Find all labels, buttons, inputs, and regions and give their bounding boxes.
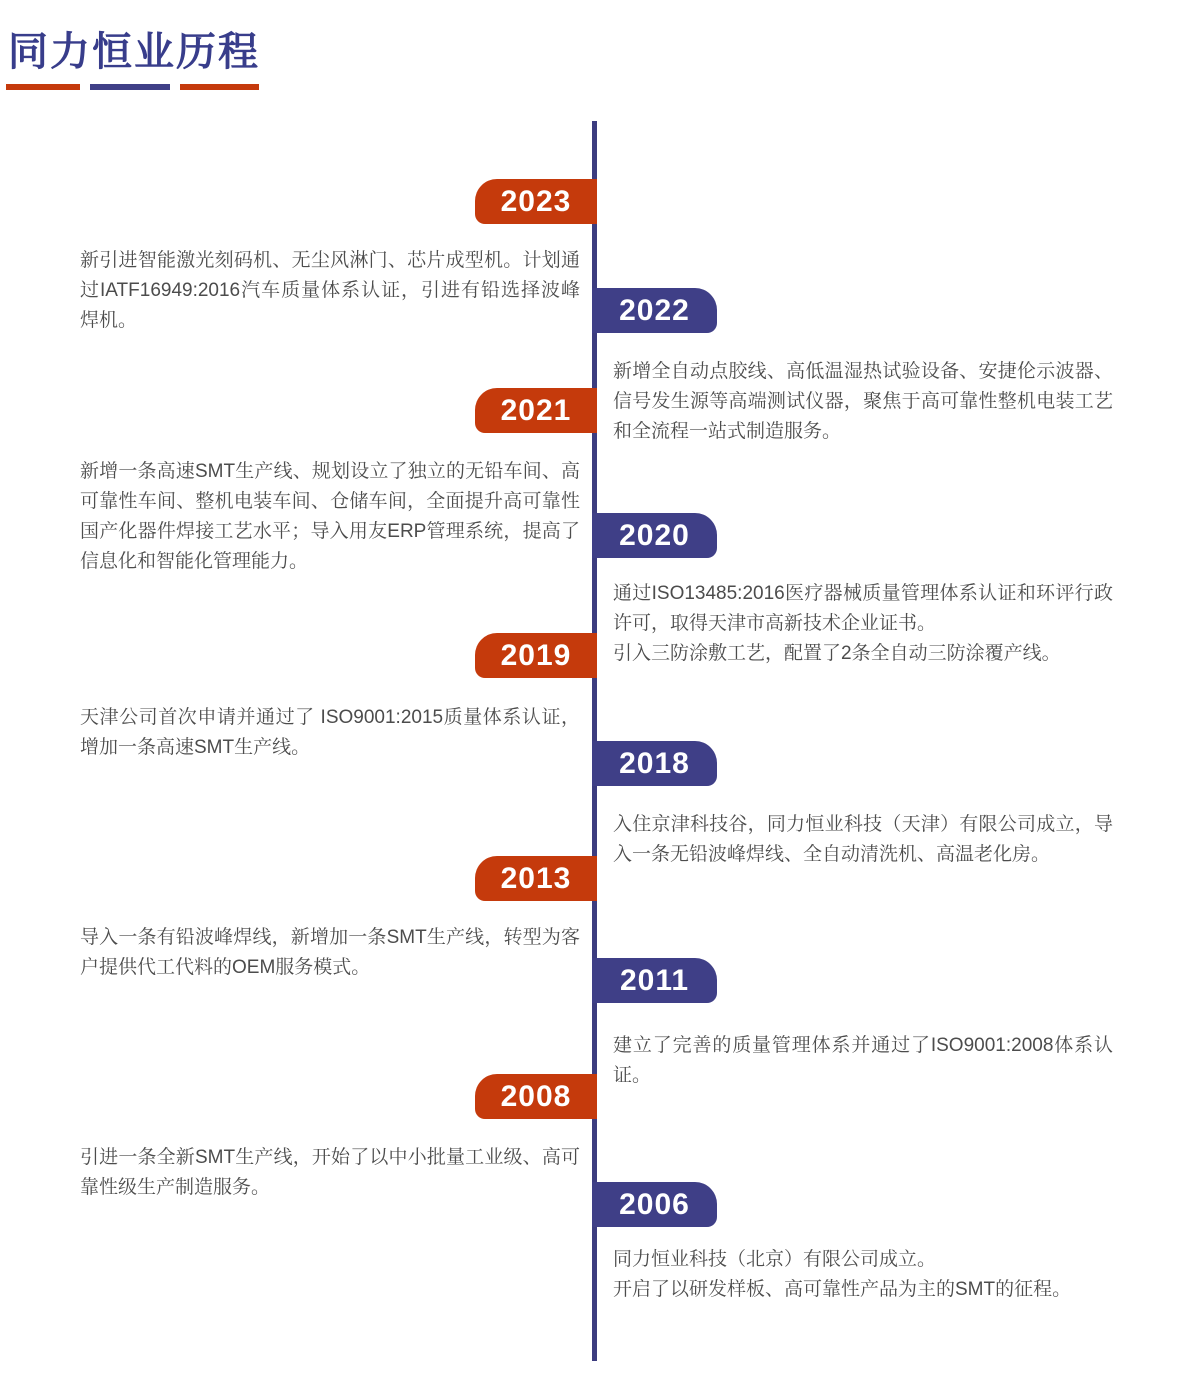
year-badge-2018: 2018 (592, 741, 717, 786)
timeline-entry-2006 (613, 1245, 1113, 1305)
entry-paragraph: 新增全自动点胶线、高低温湿热试验设备、安捷伦示波器、信号发生源等高端测试仪器，聚焦于高可靠性整机电装工艺和全流程一站式制造服务。 (613, 361, 1113, 442)
timeline-entry-2018 (613, 810, 1113, 870)
timeline-entry-2020 (613, 579, 1113, 669)
year-badge-2019: 2019 (475, 633, 597, 678)
timeline-entry-2021 (80, 457, 580, 577)
entry-paragraph: 引入三防涂敷工艺，配置了2条全自动三防涂覆产线。 (613, 643, 1061, 664)
title-underline-purple (90, 84, 170, 90)
year-badge-2023: 2023 (475, 179, 597, 224)
year-badge-2006: 2006 (592, 1182, 717, 1227)
year-badge-2020: 2020 (592, 513, 717, 558)
timeline-entry-2023 (80, 246, 580, 336)
entry-paragraph: 通过ISO13485:2016医疗器械质量管理体系认证和环评行政许可，取得天津市高新技术企业证书。 (613, 583, 1113, 634)
entry-paragraph: 新引进智能激光刻码机、无尘风淋门、芯片成型机。计划通过IATF16949:2016汽车质量体系认证，引进有铅选择波峰焊机。 (80, 250, 580, 331)
year-badge-2008: 2008 (475, 1074, 597, 1119)
title-underline-orange-2 (180, 84, 259, 90)
timeline-entry-2008 (80, 1143, 580, 1203)
entry-paragraph: 天津公司首次申请并通过了 ISO9001:2015质量体系认证，增加一条高速SMT生产线。 (80, 707, 580, 758)
year-badge-2011: 2011 (592, 958, 717, 1003)
timeline-entry-2019 (80, 703, 580, 763)
entry-paragraph: 新增一条高速SMT生产线、规划设立了独立的无铅车间、高可靠性车间、整机电装车间、仓储车间，全面提升高可靠性国产化器件焊接工艺水平；导入用友ERP管理系统，提高了信息化和智能化管理能力。 (80, 461, 580, 572)
title-underline-orange-1 (6, 84, 80, 90)
entry-paragraph: 开启了以研发样板、高可靠性产品为主的SMT的征程。 (613, 1279, 1072, 1300)
year-badge-2022: 2022 (592, 288, 717, 333)
year-badge-2013: 2013 (475, 856, 597, 901)
timeline-entry-2013 (80, 923, 580, 983)
page-title: 同力恒业历程 (8, 30, 260, 74)
year-badge-2021: 2021 (475, 388, 597, 433)
entry-paragraph: 入住京津科技谷，同力恒业科技（天津）有限公司成立，导入一条无铅波峰焊线、全自动清洗机、高温老化房。 (613, 814, 1113, 865)
entry-paragraph: 引进一条全新SMT生产线，开始了以中小批量工业级、高可靠性级生产制造服务。 (80, 1147, 580, 1198)
timeline-entry-2022 (613, 357, 1113, 447)
entry-paragraph: 建立了完善的质量管理体系并通过了ISO9001:2008体系认证。 (613, 1035, 1113, 1086)
entry-paragraph: 同力恒业科技（北京）有限公司成立。 (613, 1249, 937, 1270)
entry-paragraph: 导入一条有铅波峰焊线，新增加一条SMT生产线，转型为客户提供代工代料的OEM服务模式。 (80, 927, 580, 978)
timeline-entry-2011 (613, 1031, 1113, 1091)
